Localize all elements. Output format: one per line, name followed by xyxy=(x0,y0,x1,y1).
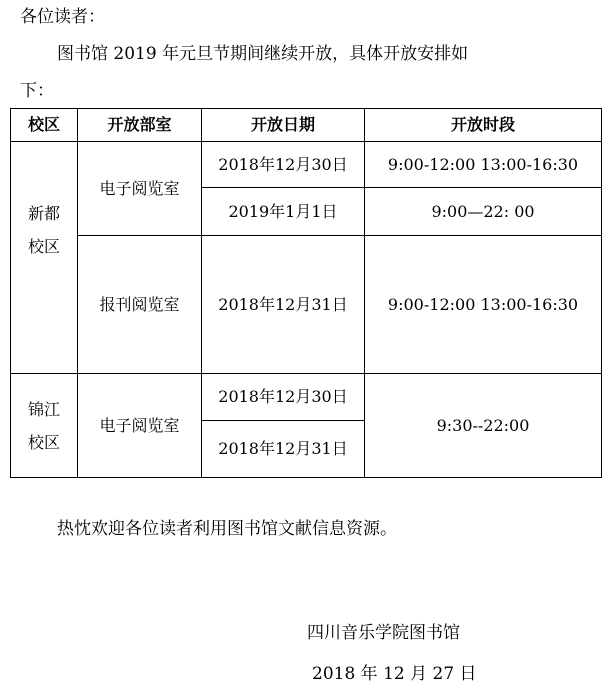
welcome-text: 热忱欢迎各位读者利用图书馆文献信息资源。 xyxy=(57,519,397,539)
campus-jinjiang xyxy=(11,374,77,477)
intro-text-line1: 图书馆 2019 年元旦节期间继续开放，具体开放安排如 xyxy=(57,44,469,64)
campus-xindu xyxy=(11,195,77,265)
hours-cell: 9:00-12:00 13:00-16:30 xyxy=(387,294,579,314)
hours-cell: 9:00-12:00 13:00-16:30 xyxy=(387,154,579,174)
hours-cell: 9:30--22:00 xyxy=(436,415,530,435)
hours-cell: 9:00—22: 00 xyxy=(431,201,535,221)
room-electronic-jinjiang: 电子阅览室 xyxy=(99,415,180,435)
notice-date: 2018 年 12 月 27 日 xyxy=(312,664,477,684)
date-cell: 2019年1月1日 xyxy=(228,201,338,221)
campus-xindu-line1: 新都 xyxy=(27,204,60,223)
campus-jinjiang-line1: 锦江 xyxy=(27,399,60,419)
greeting-text: 各位读者： xyxy=(20,7,105,27)
date-cell: 2018年12月30日 xyxy=(218,154,348,174)
header-room: 开放部室 xyxy=(107,115,172,134)
header-hours: 开放时段 xyxy=(450,115,515,134)
signer-text: 四川音乐学院图书馆 xyxy=(307,623,460,643)
intro-text-line2: 下： xyxy=(20,81,54,101)
date-cell: 2018年12月30日 xyxy=(218,387,348,406)
room-periodicals: 报刊阅览室 xyxy=(99,294,180,314)
campus-xindu-line2: 校区 xyxy=(27,237,60,256)
table-bottom-border xyxy=(10,477,602,478)
campus-jinjiang-line2: 校区 xyxy=(27,432,60,452)
header-date: 开放日期 xyxy=(250,115,315,134)
table-right-border xyxy=(601,108,602,478)
date-cell: 2018年12月31日 xyxy=(218,294,348,314)
header-campus: 校区 xyxy=(27,115,60,134)
date-cell: 2018年12月31日 xyxy=(218,439,348,458)
room-electronic-xindu: 电子阅览室 xyxy=(99,178,180,198)
